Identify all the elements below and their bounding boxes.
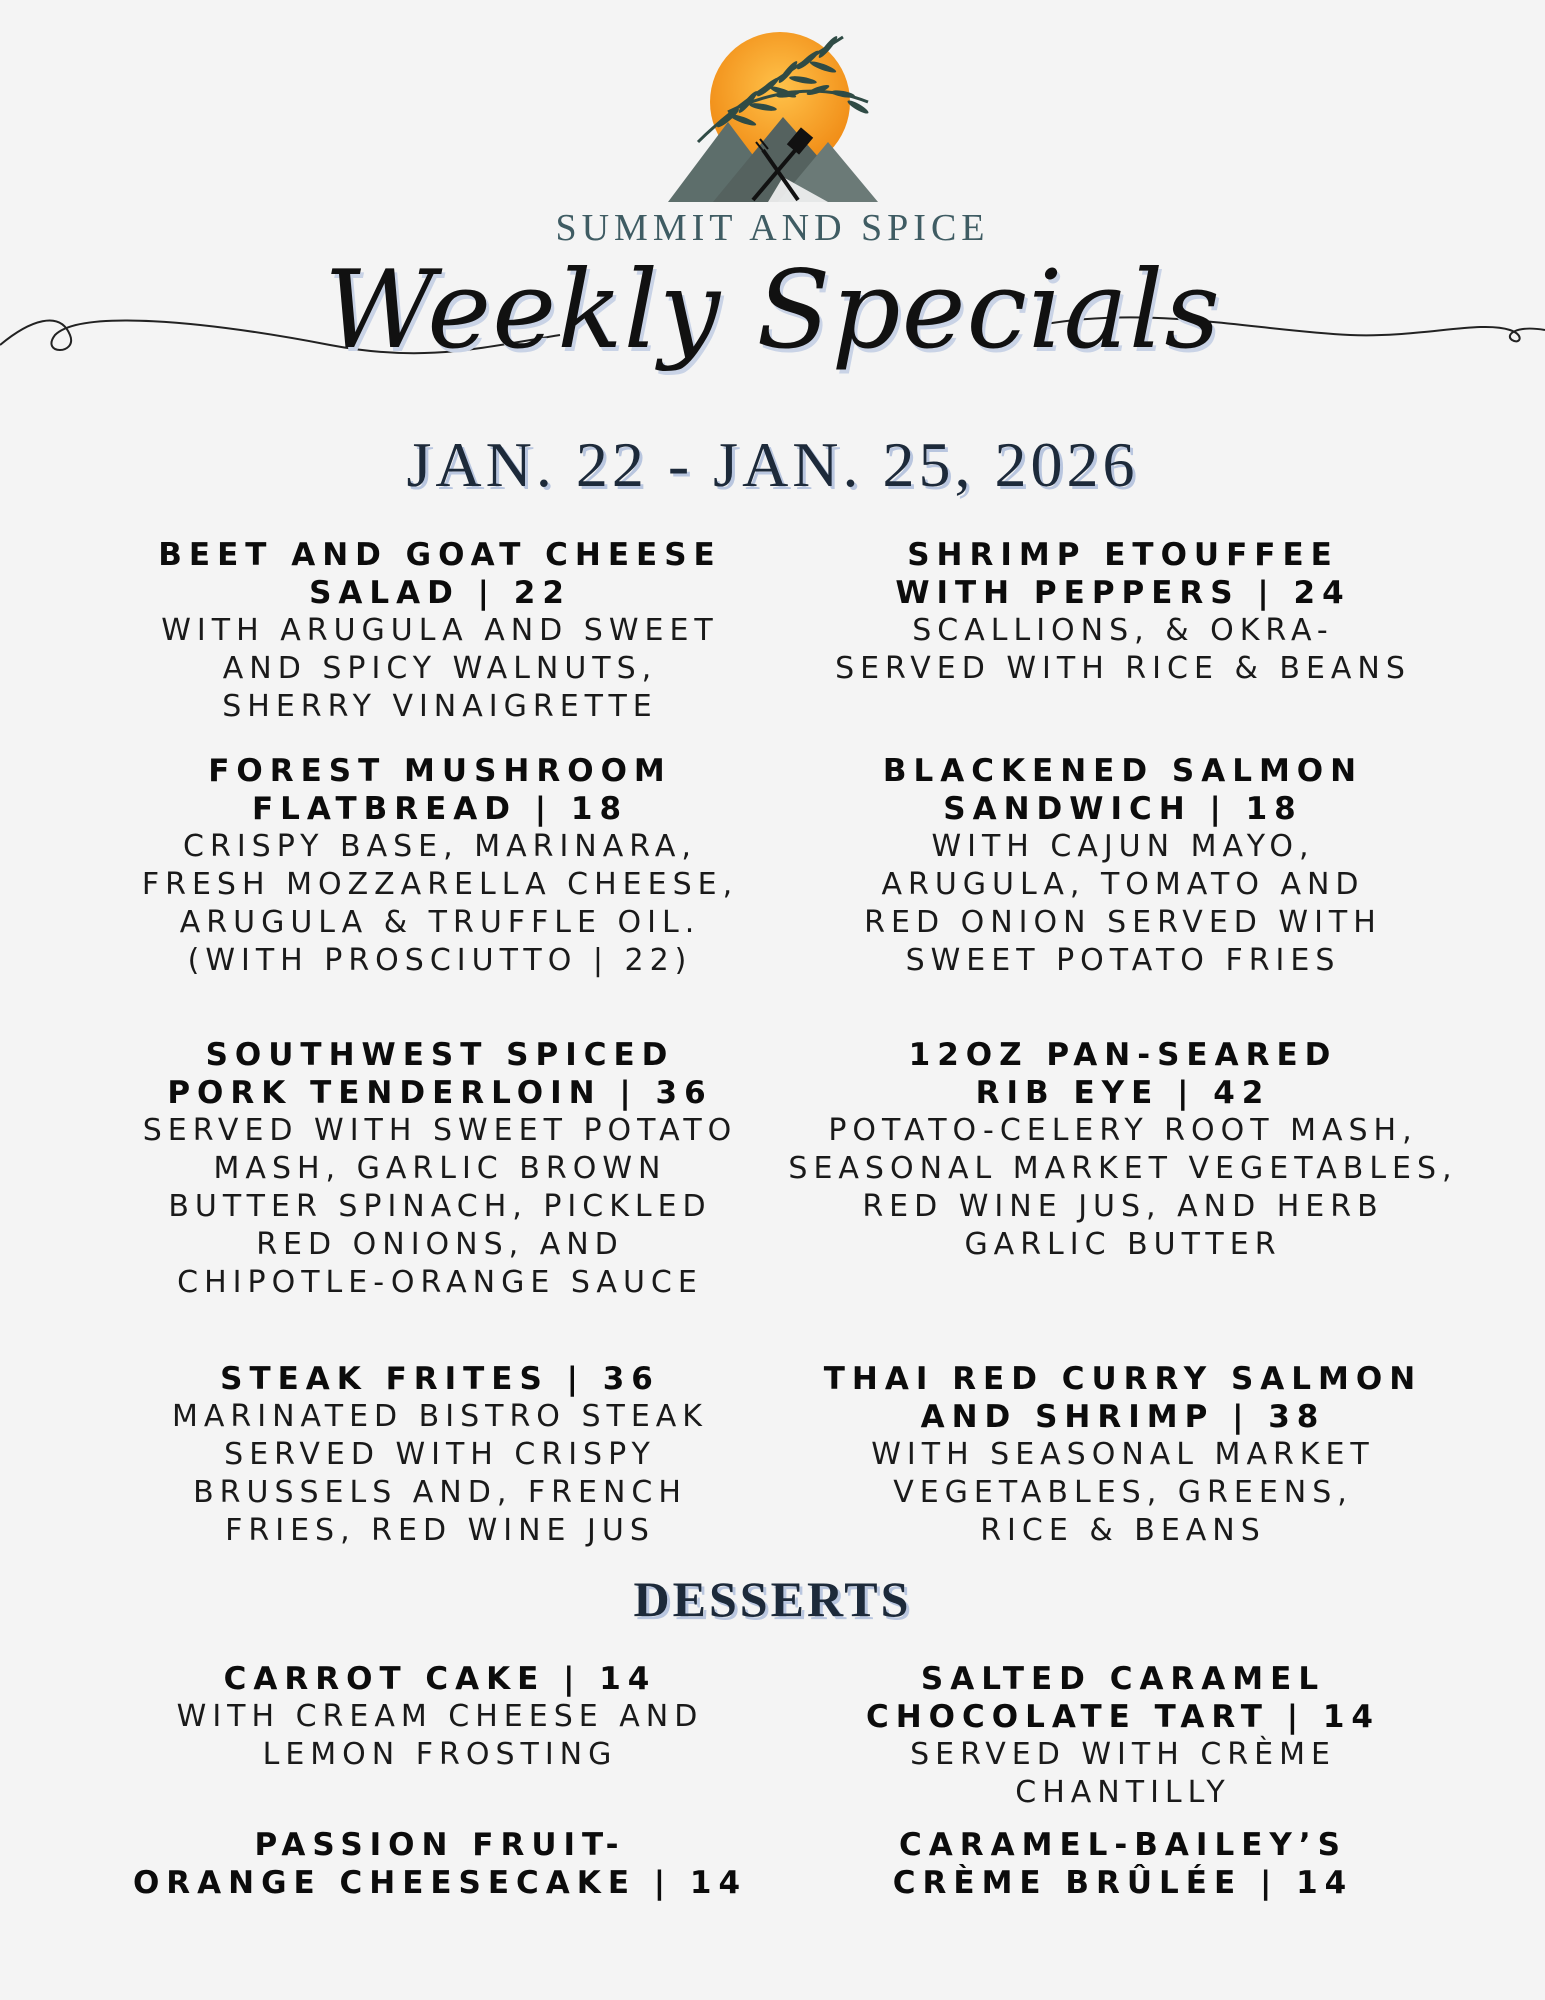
desserts-heading: DESSERTS bbox=[633, 1571, 912, 1627]
menu-item bbox=[773, 1036, 1473, 1264]
menu-item bbox=[90, 752, 790, 980]
date-range: JAN. 22 - JAN. 25, 2026 bbox=[406, 429, 1139, 500]
menu-item-desc: WITH SEASONAL MARKET VEGETABLES, GREENS, RICE & BEANS bbox=[871, 1437, 1375, 1548]
dessert-item bbox=[773, 1826, 1473, 1902]
brand-name: SUMMIT AND SPICE bbox=[555, 207, 990, 249]
dessert-item bbox=[773, 1660, 1473, 1812]
menu-item-name: FOREST MUSHROOM FLATBREAD | 18 bbox=[208, 753, 672, 827]
dessert-desc: SERVED WITH CRÈME CHANTILLY bbox=[910, 1737, 1336, 1810]
menu-item-desc: POTATO-CELERY ROOT MASH, SEASONAL MARKET VEGETABLES, RED WINE JUS, AND HERB GARLIC BUTTER bbox=[788, 1113, 1458, 1262]
dessert-name: CARAMEL-BAILEY’S CRÈME BRÛLÉE | 14 bbox=[892, 1827, 1354, 1901]
dessert-name: SALTED CARAMEL CHOCOLATE TART | 14 bbox=[865, 1661, 1380, 1735]
menu-item-desc: WITH ARUGULA AND SWEET AND SPICY WALNUTS, SHERRY VINAIGRETTE bbox=[161, 613, 719, 724]
menu-item-name: BEET AND GOAT CHEESE SALAD | 22 bbox=[158, 537, 722, 611]
menu-item bbox=[90, 1036, 790, 1302]
menu-item-name: STEAK FRITES | 36 bbox=[220, 1361, 660, 1397]
menu-item bbox=[90, 536, 790, 726]
menu-item-desc: SCALLIONS, & OKRA- SERVED WITH RICE & BEANS bbox=[835, 613, 1411, 686]
menu-item-desc: WITH CAJUN MAYO, ARUGULA, TOMATO AND RED ONION SERVED WITH SWEET POTATO FRIES bbox=[864, 829, 1382, 978]
menu-item-name: THAI RED CURRY SALMON AND SHRIMP | 38 bbox=[823, 1361, 1423, 1435]
menu-item bbox=[773, 752, 1473, 980]
dessert-item bbox=[90, 1660, 790, 1774]
menu-item-name: BLACKENED SALMON SANDWICH | 18 bbox=[882, 753, 1364, 827]
menu-item-desc: MARINATED BISTRO STEAK SERVED WITH CRISPY BRUSSELS AND, FRENCH FRIES, RED WINE JUS bbox=[172, 1399, 708, 1548]
menu-item bbox=[773, 536, 1473, 688]
dessert-item bbox=[90, 1826, 790, 1902]
dessert-name: CARROT CAKE | 14 bbox=[223, 1661, 657, 1697]
dessert-name: PASSION FRUIT- ORANGE CHEESECAKE | 14 bbox=[132, 1827, 748, 1901]
dessert-desc: WITH CREAM CHEESE AND LEMON FROSTING bbox=[176, 1699, 704, 1772]
menu-item-name: SHRIMP ETOUFFEE WITH PEPPERS | 24 bbox=[895, 537, 1351, 611]
menu-item bbox=[90, 1360, 790, 1550]
menu-item-name: 12OZ PAN-SEARED RIB EYE | 42 bbox=[908, 1037, 1338, 1111]
menu-item-desc: CRISPY BASE, MARINARA, FRESH MOZZARELLA CHEESE, ARUGULA & TRUFFLE OIL. (WITH PROSCIUTTO | 22) bbox=[141, 829, 739, 978]
menu-item-name: SOUTHWEST SPICED PORK TENDERLOIN | 36 bbox=[167, 1037, 713, 1111]
weekly-specials-title: Weekly Specials bbox=[324, 248, 1221, 373]
summit-logo-icon bbox=[668, 22, 888, 207]
menu-item bbox=[773, 1360, 1473, 1550]
menu-item-desc: SERVED WITH SWEET POTATO MASH, GARLIC BROWN BUTTER SPINACH, PICKLED RED ONIONS, AND CHIPOTLE-ORANGE SAUCE bbox=[142, 1113, 738, 1300]
